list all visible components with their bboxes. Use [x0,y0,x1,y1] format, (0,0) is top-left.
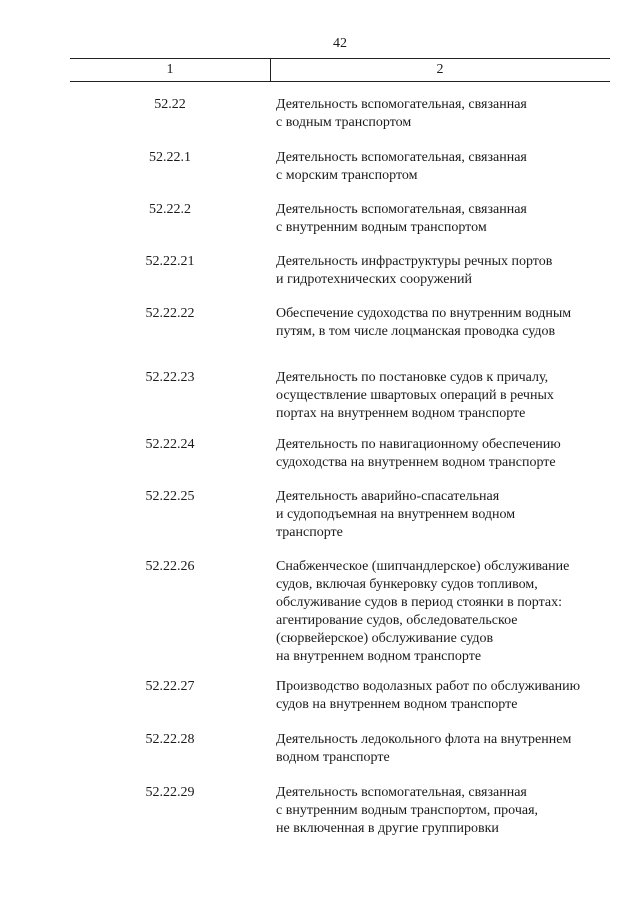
row-code: 52.22.25 [145,489,195,504]
row-code: 52.22.2 [149,202,191,217]
row-description: Снабженческое (шипчандлерское) обслуживание судов, включая бункеровку судов топливом, обслуживание судов в период стоянки в портах: агентирование судов, обследовательское (сюрвейерское) обслуживание судов на внутреннем водном транспорте [276,559,570,664]
row-code: 52.22.26 [145,559,195,574]
row-code: 52.22.1 [149,150,191,165]
row-description: Деятельность вспомогательная, связанная с внутренним водным транспортом, прочая, не включенная в другие группировки [276,785,539,836]
row-description: Деятельность вспомогательная, связанная с водным транспортом [276,97,527,130]
row-code: 52.22.21 [145,254,195,269]
column-header-code: 1 [70,59,271,81]
row-code: 52.22.23 [145,370,195,385]
column-header-description: 2 [436,62,444,77]
table-header [70,58,610,82]
row-description: Производство водолазных работ по обслуживанию судов на внутреннем водном транспорте [276,679,581,712]
row-description: Деятельность ледокольного флота на внутреннем водном транспорте [276,732,572,765]
row-description: Деятельность аварийно-спасательная и судоподъемная на внутреннем водном транспорте [276,489,516,540]
row-code: 52.22.27 [145,679,195,694]
row-description: Деятельность по навигационному обеспечению судоходства на внутреннем водном транспорте [276,437,561,470]
row-code: 52.22 [154,97,186,112]
row-code: 52.22.29 [145,785,195,800]
row-code: 52.22.22 [145,306,195,321]
row-description: Деятельность по постановке судов к причалу, осуществление швартовых операций в речных портах на внутреннем водном транспорте [276,370,554,421]
row-description: Деятельность инфраструктуры речных портов и гидротехнических сооружений [276,254,553,287]
row-code: 52.22.28 [145,732,195,747]
row-description: Обеспечение судоходства по внутренним водным путям, в том числе лоцманская проводка судов [276,306,572,339]
row-code: 52.22.24 [145,437,195,452]
page-number: 42 [333,36,347,51]
row-description: Деятельность вспомогательная, связанная с морским транспортом [276,150,527,183]
row-description: Деятельность вспомогательная, связанная с внутренним водным транспортом [276,202,527,235]
